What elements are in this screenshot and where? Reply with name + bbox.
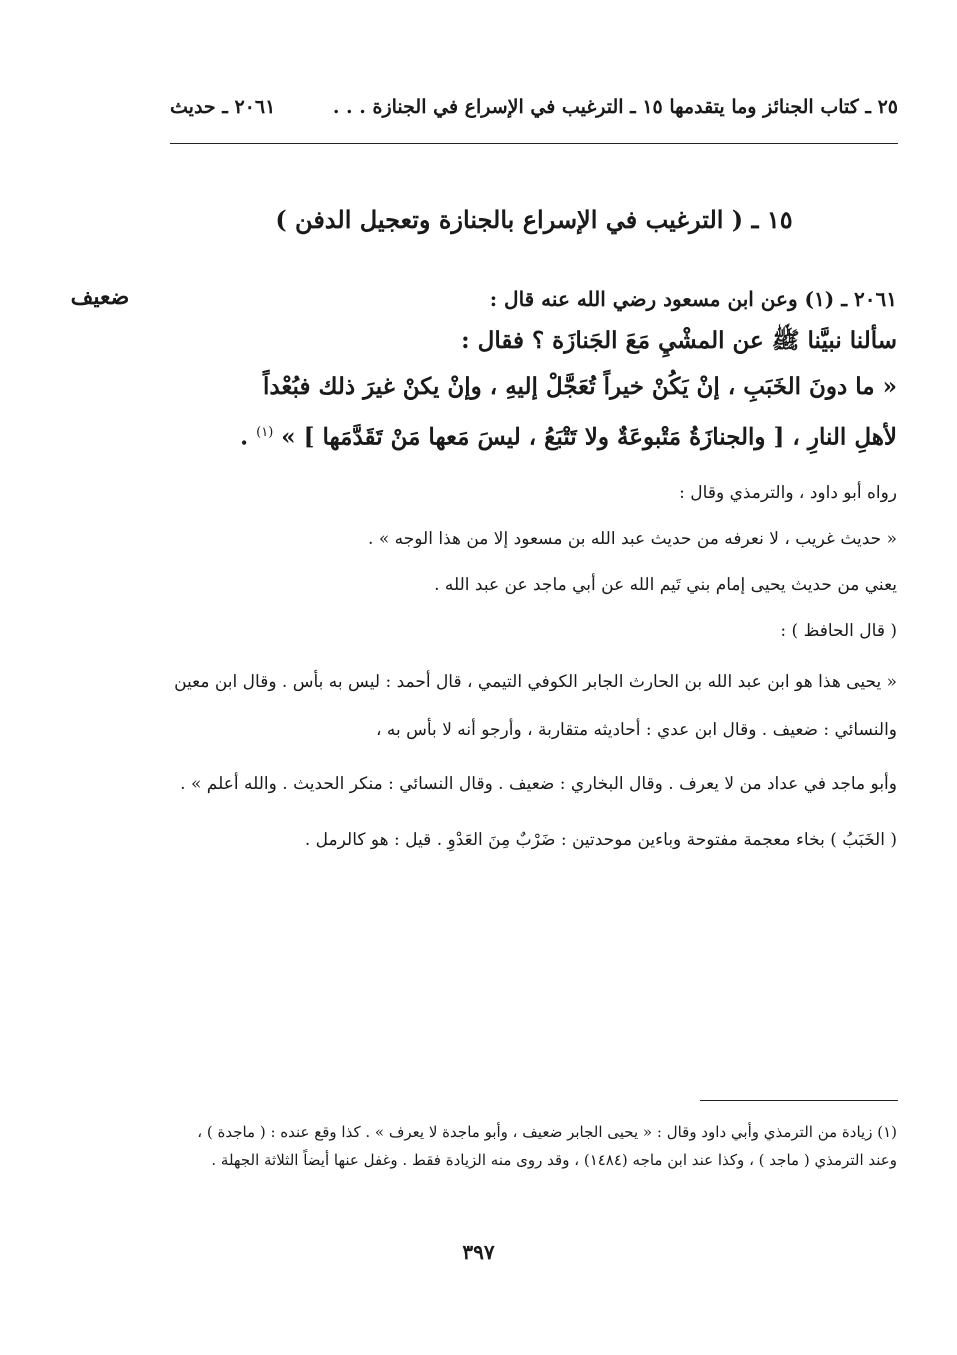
hadith-text-line-last: [169, 410, 897, 461]
hadith-text-line: لأهلِ النارِ ، [ والجنازَةُ مَتْبوعَةٌ ولا تَتْبَعُ ، ليسَ مَعها مَنْ تَقَدَّمَها ] »: [281, 423, 897, 451]
footnote: (١) زيادة من الترمذي وأبي داود وقال : « يحيى الجابر ضعيف ، وأبو ماجدة لا يعرف » . كذا وقع عنده : ( ماجدة ) ، وعند الترمذي ( ماجد ) ، وكذا عند ابن ماجه (١٤٨٤) ، وقد روى منه الزيادة فقط . وغفل عنها أيضاً الثلاثة الجهلة .: [197, 1123, 897, 1169]
hadith-end-mark: .: [240, 423, 249, 451]
commentary-paragraph: « حديث غريب ، لا نعرفه من حديث عبد الله بن مسعود إلا من هذا الوجه » .: [368, 529, 897, 549]
footnote-divider: [700, 1100, 898, 1101]
page-number: ٣٩٧: [462, 1240, 495, 1264]
commentary-paragraph: رواه أبو داود ، والترمذي وقال :: [679, 483, 897, 503]
hadith-grade-label: ضعيف: [70, 284, 130, 310]
commentary-paragraph: يعني من حديث يحيى إمام بني تَيم الله عن أبي ماجد عن عبد الله .: [434, 575, 897, 595]
commentary: [169, 470, 897, 864]
running-header: [170, 96, 898, 130]
hadith-text-line: « ما دونَ الخَبَبِ ، إنْ يَكُنْ خيراً تُعَجَّلْ إليهِ ، وإنْ يكنْ غيرَ ذلك فبُعْداً: [262, 373, 897, 400]
hadith-intro: ٢٠٦١ ـ (١) وعن ابن مسعود رضي الله عنه قال :: [489, 287, 897, 311]
hadith-text-line: سألنا نبيَّنا ﷺ عن المشْيِ مَعَ الجَنازَة ؟ فقال :: [461, 327, 897, 354]
hadith-block: [169, 280, 897, 461]
commentary-paragraph: « يحيى هذا هو ابن عبد الله بن الحارث الجابر الكوفي التيمي ، قال أحمد : ليس به بأس . وقال ابن معين والنسائي : ضعيف . وقال ابن عدي : أحاديثه متقاربة ، وأرجو أنه لا بأس به ،: [174, 672, 897, 740]
commentary-paragraph: ( الخَبَبُ ) بخاء معجمة مفتوحة وباءين موحدتين : ضَرْبٌ مِنَ العَدْوِ . قيل : هو كالرمل .: [304, 830, 897, 850]
commentary-paragraph: وأبو ماجد في عداد من لا يعرف . وقال البخاري : ضعيف . وقال النسائي : منكر الحديث . والله أعلم » .: [180, 774, 897, 794]
chapter-title: ١٥ ـ ( الترغيب في الإسراع بالجنازة وتعجيل الدفن ): [275, 205, 793, 234]
running-header-hadith-ref: ٢٠٦١ ـ حديث: [170, 96, 276, 118]
header-divider: [170, 143, 898, 144]
commentary-paragraph: ( قال الحافظ ) :: [780, 621, 897, 641]
running-header-chapter: ٢٥ ـ كتاب الجنائز وما يتقدمها ١٥ ـ الترغيب في الإسراع في الجنازة . . .: [332, 96, 898, 118]
footnote-reference: (١): [256, 425, 274, 440]
footnotes: [169, 1118, 897, 1174]
